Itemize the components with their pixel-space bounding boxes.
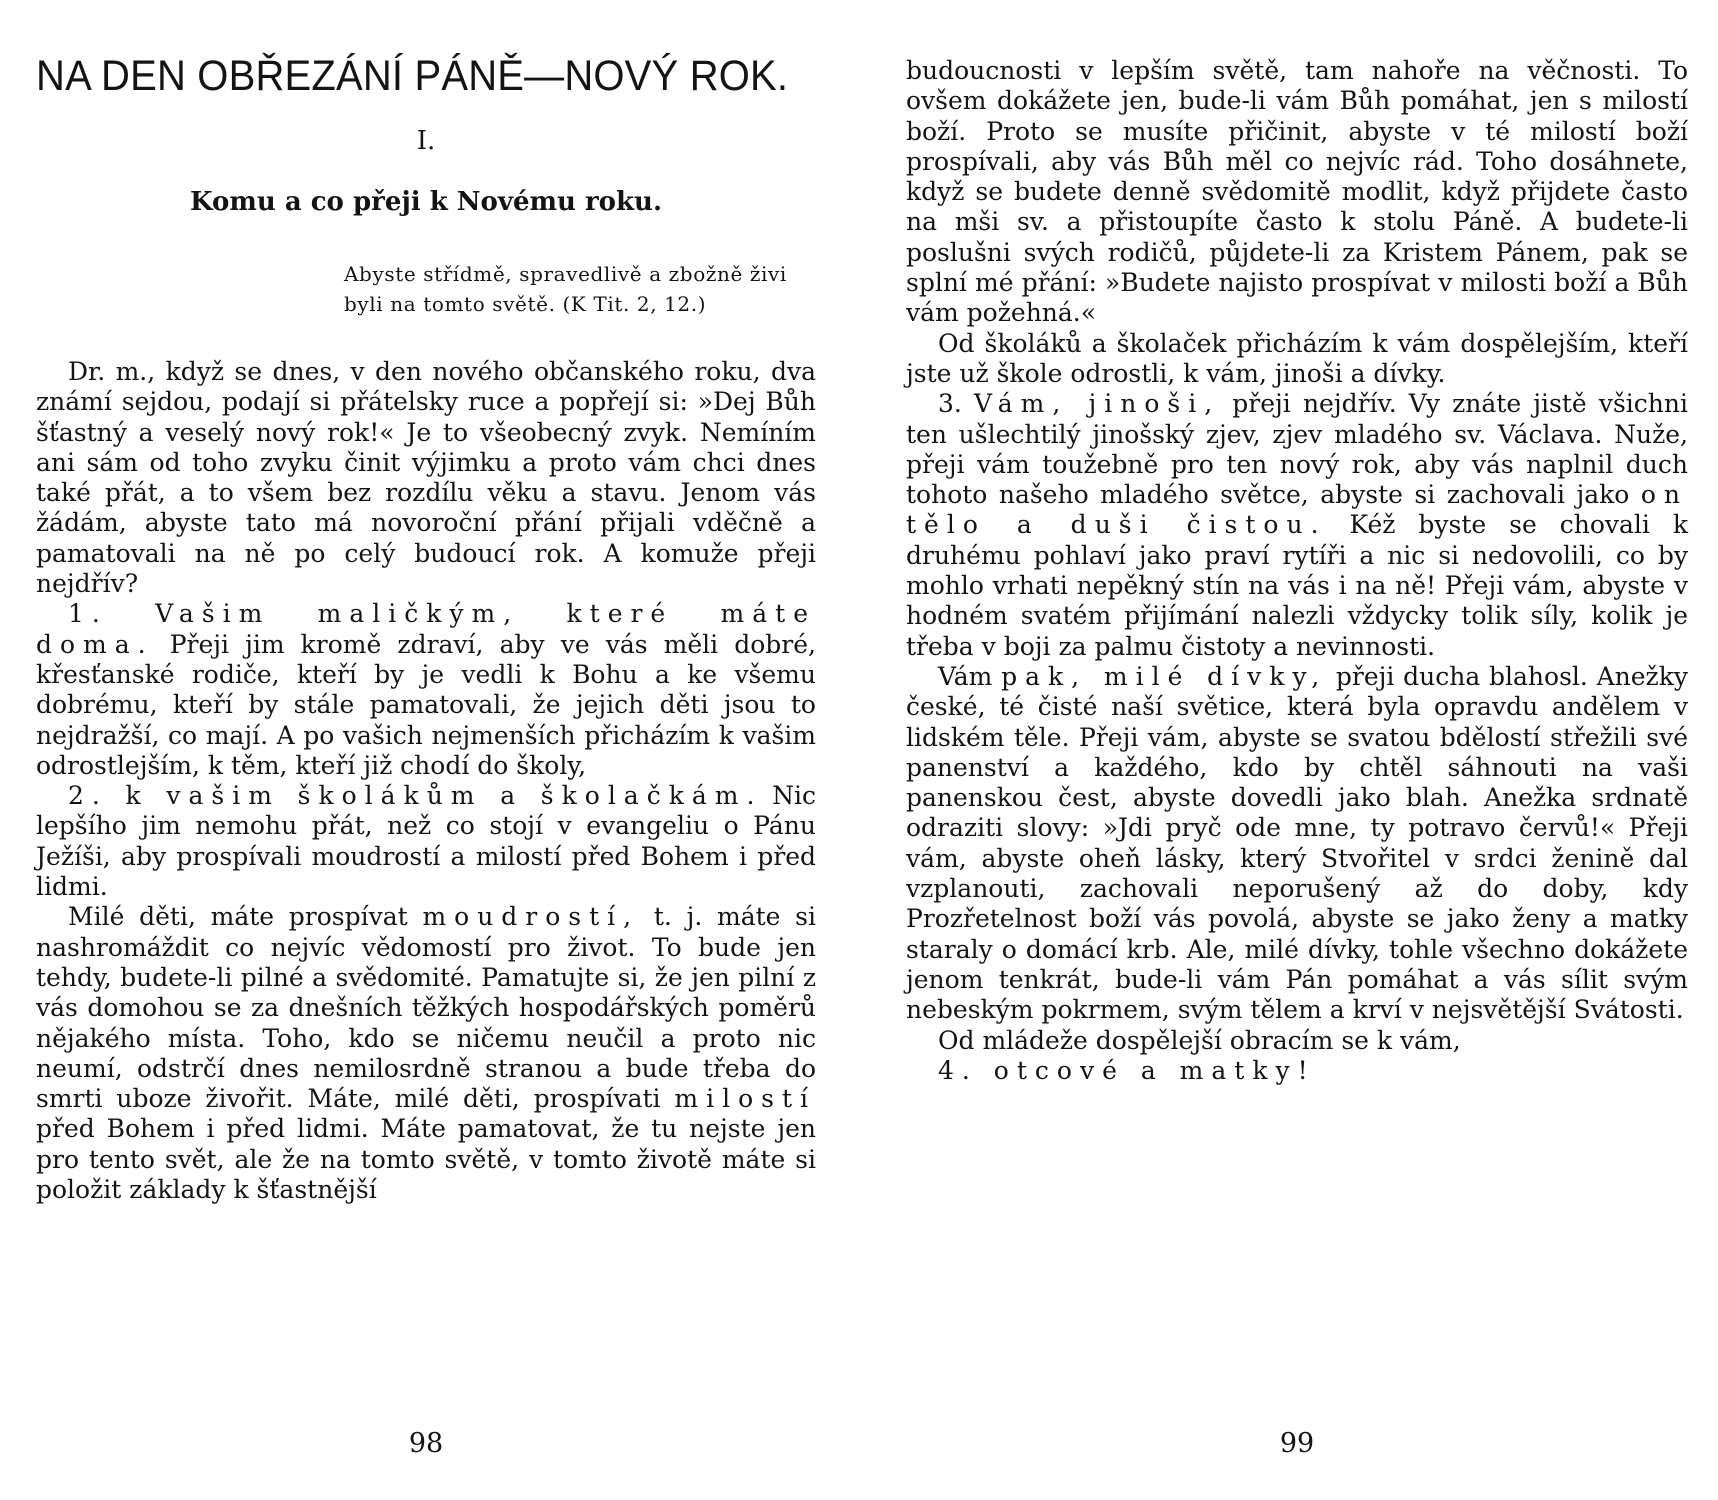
paragraph: budoucnosti v lepším světě, tam nahoře na věčnosti. To ovšem dokážete jen, bude-li vám Bůh pomáhat, jen s milostí boží. Proto se musíte přičinit, abyste v té milostí boží prospívali, aby vás Bůh měl co nejvíc rád. Toho dosáhnete, když se budete denně svědomitě modlit, když přijdete často na mši sv. a přistoupíte často k stolu Páně. A budete-li poslušni svých rodičů, půjdete-li za Kristem Pánem, pak se splní mé přání: »Budete najisto prospívat v milosti boží a Bůh vám požehná.«: [906, 56, 1688, 328]
left-page: [36, 0, 816, 1500]
paragraph-text: před Bohem i před lidmi. Máte pamatovat, že tu nejste jen pro tento svět, ale že na tomto světě, v tomto životě máte si položit základy k šťastnější: [36, 1114, 816, 1205]
paragraph-text: přeji ducha blahosl. Anežky české, té čisté naší světice, která byla opravdu andělem v lidském těle. Přeji vám, abyste se svatou bdělostí střežili své panenství a každého, kdo by chtěl sáhnouti na vaši panenskou čest, abyste dovedli jako blah. Anežka srdnatě odraziti slovy: »Jdi pryč ode mne, ty potravo červů!« Přeji vám, abyste oheň lásky, který Stvořitel v srdci ženině dal vzplanouti, zachovali neporušený až do doby, kdy Prozřetelnost boží vás povolá, abyste se jako ženy a matky staraly o domácí krb. Ale, milé dívky, tohle všechno dokážete jenom tenkrát, bude-li vám Pán pomáhat a vás sílit svým nebeským pokrmem, svým tělem a krví v nejsvětější Svátosti.: [906, 661, 1688, 1025]
paragraph: [36, 902, 816, 1205]
emphasis: moudrostí,: [422, 902, 640, 932]
emphasis: 4. otcové a matky!: [938, 1055, 1316, 1085]
paragraph: [906, 389, 1688, 662]
paragraph: [36, 599, 816, 781]
paragraph: Dr. m., když se dnes, v den nového občanského roku, dva známí sejdou, podají si přátelsky ruce a popřejí si: »Dej Bůh šťastný a veselý nový rok!« Je to všeobecný zvyk. Nemíním ani sám od toho zvyku činit výjimku a proto vám chci dnes také přát, a to všem bez rozdílu věku a stavu. Jenom vás žádám, abyste tato má novoroční přání přijali vděčně a pamatovali na ně po celý budoucí rok. A komuže přeji nejdřív?: [36, 357, 816, 599]
paragraph-text: Kéž byste se chovali k druhému pohlaví jako praví rytíři a nic si nedovolili, co by mohlo vrhati nepěkný stín na vás i na ně! Přeji vám, abyste v hodném svatém přijímání nalezli vždycky tolik síly, kolik je třeba v boji za palmu čistoty a nevinnosti.: [906, 510, 1688, 661]
emphasis: on tělo a duši čistou.: [906, 480, 1688, 540]
paragraph-text: t. j. máte si nashromáždit co nejvíc vědomostí pro život. To bude jen tehdy, budete-li pilné a svědomité. Pamatujte si, že jen pilní z vás domohou se za dnešních těžkých hospodářských poměrů nějakého místa. Toho, kdo se ničemu neučil a proto nic neumí, odstrčí dnes nemilosrdně stranou a bude třeba do smrti uboze živořit. Máte, milé děti, prospívati: [36, 902, 816, 1114]
paragraph-text: Nic lepšího jim nemohu přát, než co stojí v evangeliu o Pánu Ježíši, aby prospívali moudrostí a milostí před Bohem i před lidmi.: [36, 781, 816, 902]
emphasis: 2. k vašim školákům a školačkám.: [68, 781, 763, 811]
paragraph: Od školáků a školaček přicházím k vám dospělejším, kteří jste už škole odrostli, k vám, jinoši a dívky.: [906, 328, 1688, 388]
epigraph: Abyste střídmě, spravedlivě a zbožně živi byli na tomto světě. (K Tit. 2, 12.): [344, 262, 787, 316]
paragraph: [36, 781, 816, 902]
paragraph-text: 3.: [938, 389, 975, 419]
page-number: 98: [408, 1428, 444, 1459]
section-subtitle: Komu a co přeji k Novému roku.: [189, 187, 662, 217]
emphasis: 1. Vašim maličkým, které máte doma.: [36, 599, 816, 659]
paragraph-text: přeji nejdřív. Vy znáte jistě všichni ten ušlechtilý jinošský zjev, zjev mladého sv. Václava. Nuže, přeji vám toužebně pro ten nový rok, aby vás naplnil duch tohoto našeho mladého světce, abyste si zachovali jako: [906, 389, 1688, 510]
paragraph-text: Vám: [938, 661, 1002, 691]
section-number: I.: [416, 126, 436, 156]
chapter-title: NA DEN OBŘEZÁNÍ PÁNĚ—NOVÝ ROK.: [36, 52, 789, 100]
paragraph-text: Milé děti, máte prospívat: [68, 902, 423, 932]
paragraph-text: Přeji jim kromě zdraví, aby ve vás měli dobré, křesťanské rodiče, kteří by je vedli k Bohu a ke všemu dobrému, kteří by stále pamatovali, že jejich děti jsou to nejdražší, co mají. A po vašich nejmenších přicházím k vašim odrostlejším, k těm, kteří již chodí do školy,: [36, 629, 816, 780]
right-body-text: [906, 56, 1688, 1086]
emphasis: milostí: [674, 1084, 816, 1114]
page-number: 99: [1279, 1428, 1315, 1459]
paragraph: [906, 662, 1688, 1026]
right-page: [906, 0, 1688, 1500]
emphasis: Vám, jinoši,: [974, 389, 1221, 419]
emphasis: pak, milé dívky,: [1001, 661, 1328, 691]
left-body-text: [36, 357, 816, 1205]
paragraph: Od mládeže dospělejší obracím se k vám,: [938, 1025, 1461, 1055]
